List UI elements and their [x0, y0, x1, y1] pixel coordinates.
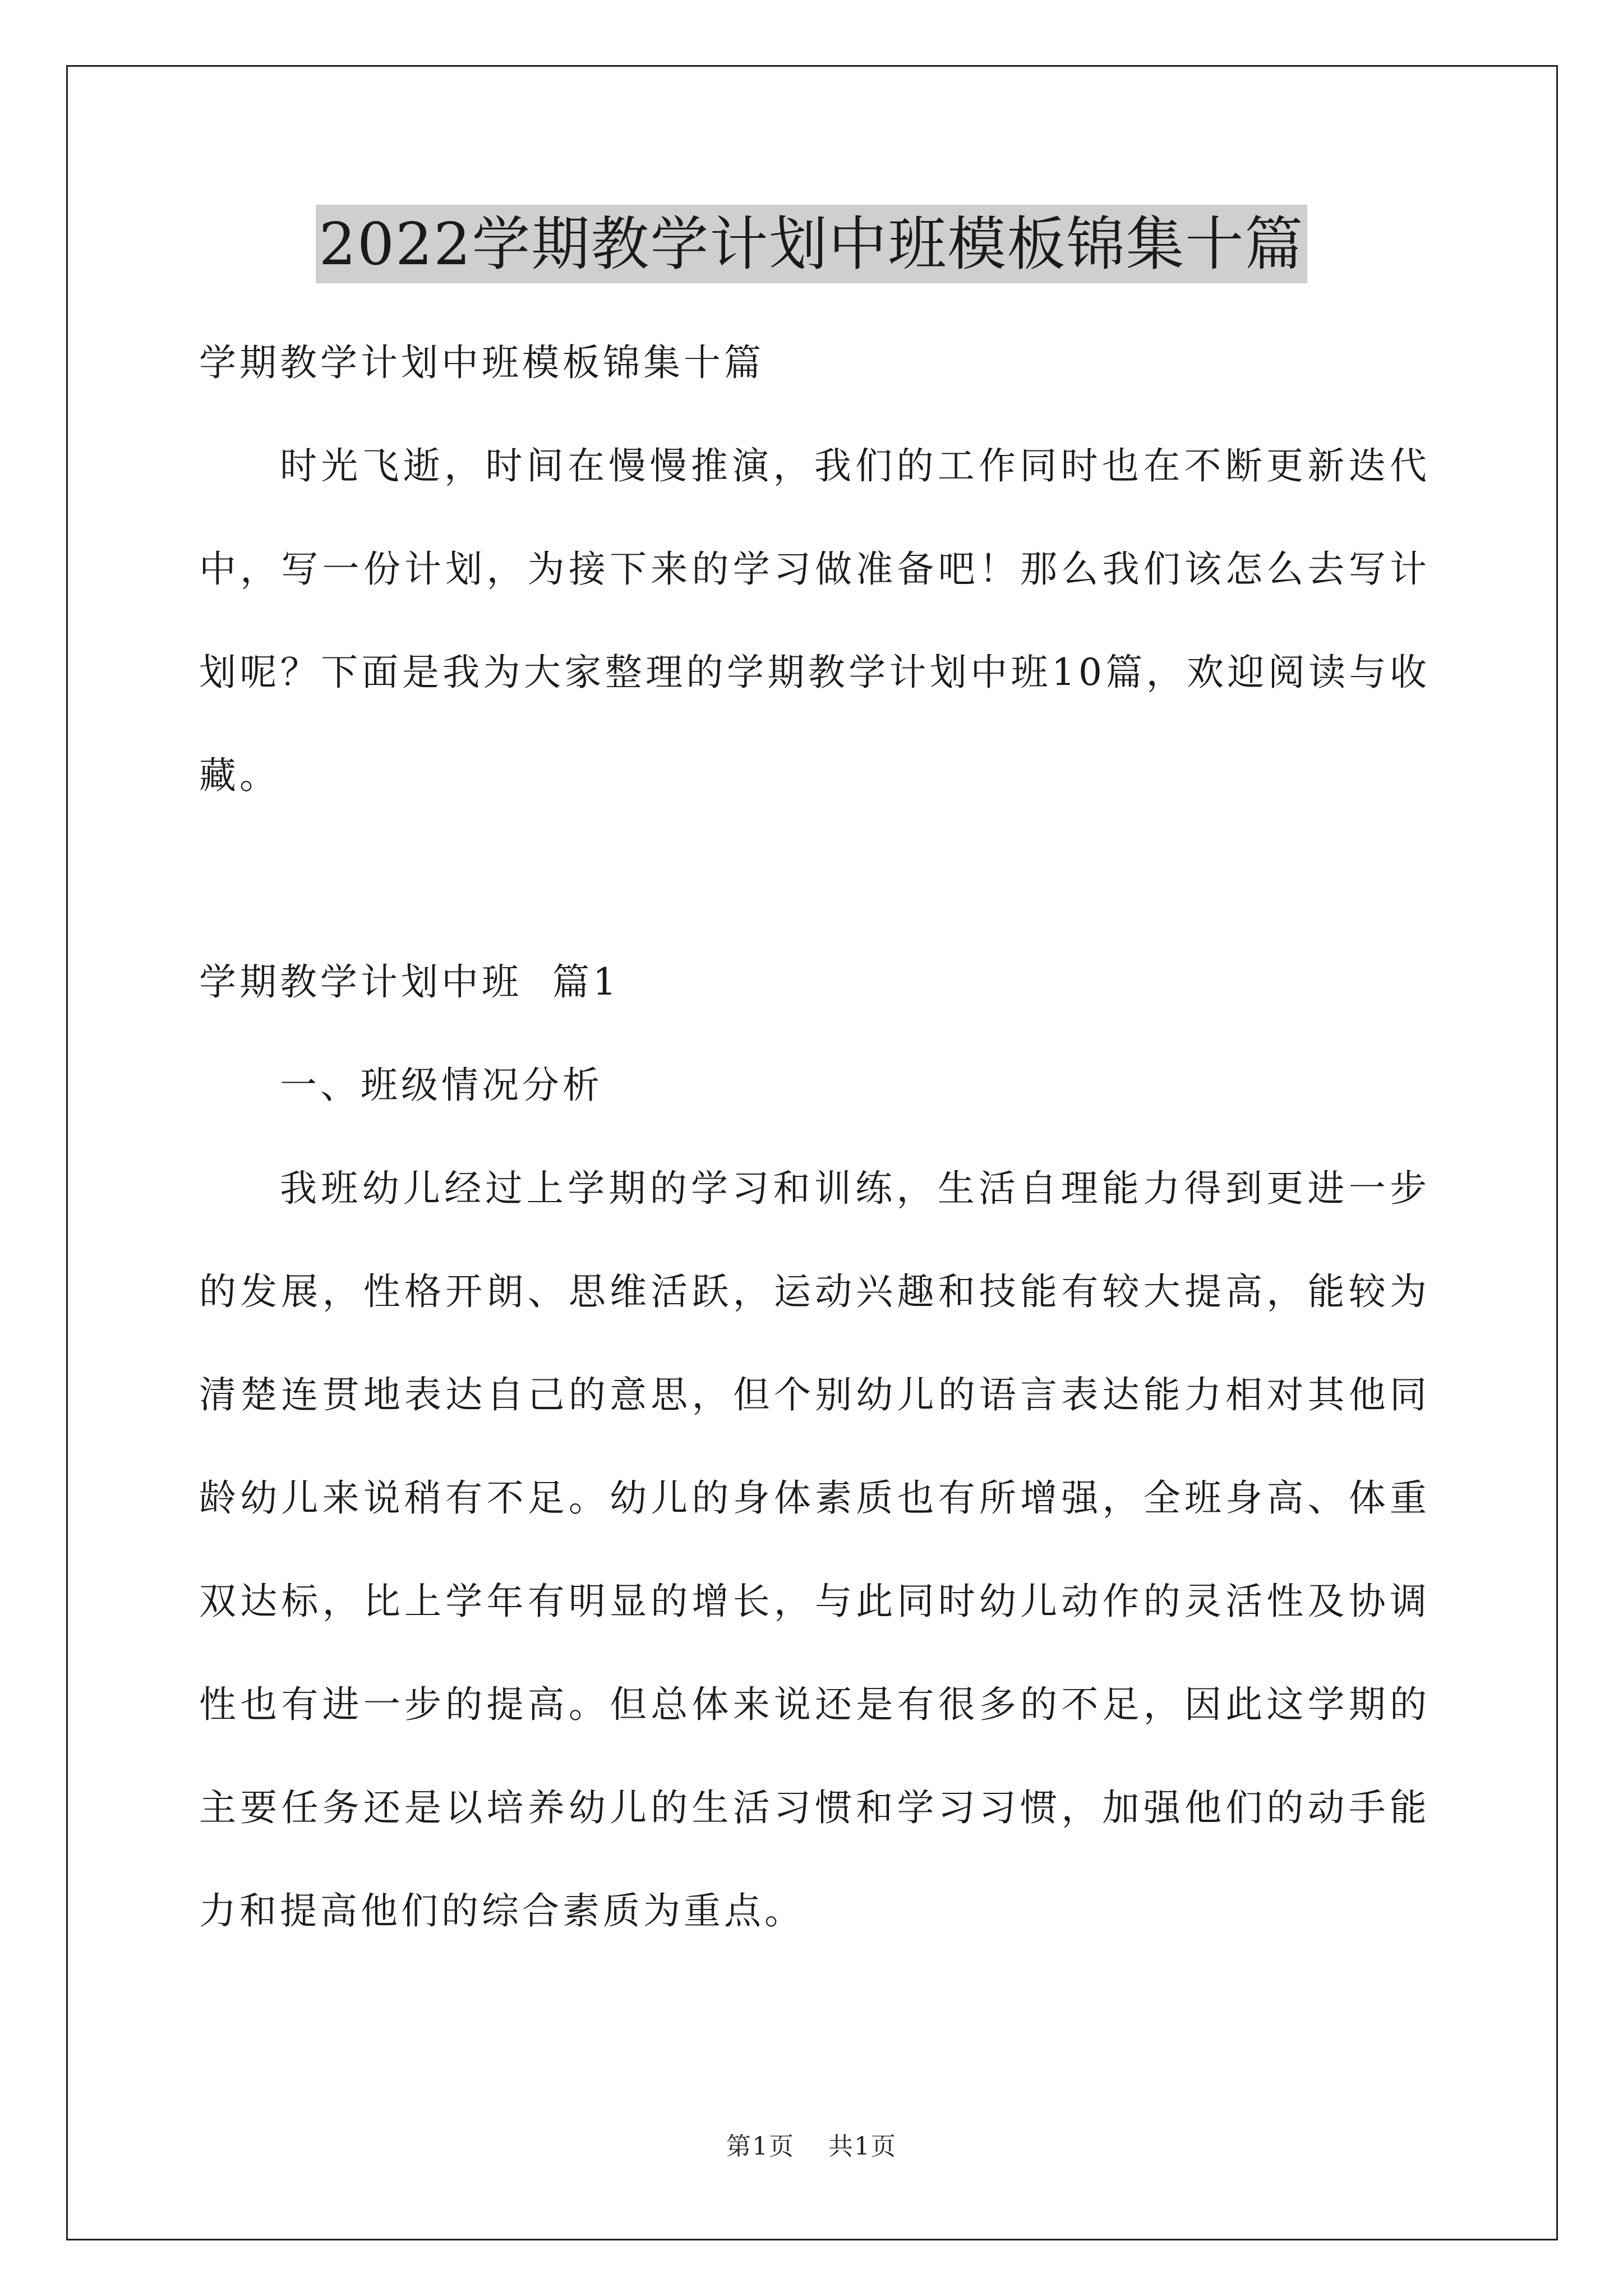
document-title: 2022学期教学计划中班模板锦集十篇 [316, 205, 1308, 283]
page-total: 共1页 [828, 2132, 897, 2161]
section-heading: 学期教学计划中班 篇1 [199, 960, 620, 1004]
subsection-heading: 一、班级情况分析 [280, 1064, 603, 1107]
intro-paragraph: 时光飞逝，时间在慢慢推演，我们的工作同时也在不断更新迭代中，写一份计划，为接下来的学习做准备吧！那么我们该怎么去写计划呢？下面是我为大家整理的学期教学计划中班10篇，欢迎阅读与收藏。 [199, 444, 1430, 797]
page-footer [0, 2126, 1623, 2162]
title-container [0, 205, 1623, 283]
document-subtitle: 学期教学计划中班模板锦集十篇 [199, 341, 764, 384]
page-number: 第1页 [726, 2132, 795, 2161]
document-body [199, 311, 1430, 1963]
body-paragraph: 我班幼儿经过上学期的学习和训练，生活自理能力得到更进一步的发展，性格开朗、思维活跃，运动兴趣和技能有较大提高，能较为清楚连贯地表达自己的意思，但个别幼儿的语言表达能力相对其他同龄幼儿来说稍有不足。幼儿的身体素质也有所增强，全班身高、体重双达标，比上学年有明显的增长，与此同时幼儿动作的灵活性及协调性也有进一步的提高。但总体来说还是有很多的不足，因此这学期的主要任务还是以培养幼儿的生活习惯和学习习惯，加强他们的动手能力和提高他们的综合素质为重点。 [199, 1167, 1430, 1932]
